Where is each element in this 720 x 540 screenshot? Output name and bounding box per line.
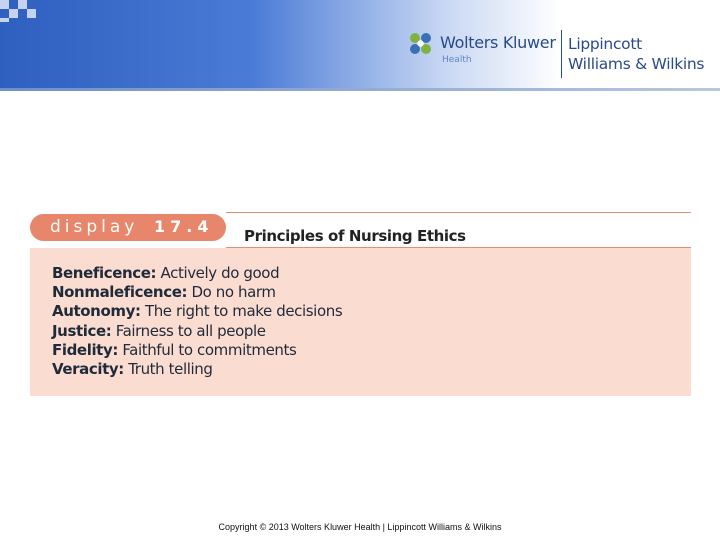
publisher-line-2: Williams & Wilkins (568, 55, 705, 73)
principle-definition: Do no harm (191, 283, 276, 302)
header-band (0, 0, 720, 88)
principle-term: Fidelity: (52, 340, 118, 359)
display-word: display (50, 217, 139, 237)
principle-definition: Faithful to commitments (122, 340, 297, 359)
header-divider-line (0, 88, 720, 91)
principle-term: Justice: (52, 321, 112, 340)
principle-definition: Truth telling (128, 360, 213, 379)
principle-term: Nonmaleficence: (52, 283, 188, 302)
principle-item (52, 360, 342, 379)
principle-term: Veracity: (52, 360, 124, 379)
principle-item (52, 341, 342, 360)
decorative-checker-pattern (0, 0, 40, 22)
principle-definition: Fairness to all people (115, 321, 266, 340)
principle-term: Beneficence: (52, 264, 157, 282)
wolters-kluwer-globe-icon (406, 30, 436, 58)
principle-item (52, 283, 342, 302)
principles-list (52, 264, 342, 379)
logo-divider (561, 30, 562, 78)
principle-definition: Actively do good (160, 264, 280, 282)
principle-item (52, 264, 342, 283)
display-number: 17.4 (154, 217, 214, 236)
publisher-line-1: Lippincott (568, 35, 642, 53)
principle-definition: The right to make decisions (144, 302, 343, 321)
brand-division: Health (442, 55, 472, 65)
principle-item (52, 322, 342, 341)
display-label-tab (30, 214, 226, 241)
brand-company: Wolters Kluwer (440, 33, 556, 52)
principle-term: Autonomy: (52, 302, 141, 321)
display-title: Principles of Nursing Ethics (244, 227, 466, 245)
principle-item (52, 302, 342, 321)
display-top-rule (226, 212, 691, 213)
copyright-footer: Copyright © 2013 Wolters Kluwer Health | Lippincott Williams & Wilkins (218, 522, 502, 532)
